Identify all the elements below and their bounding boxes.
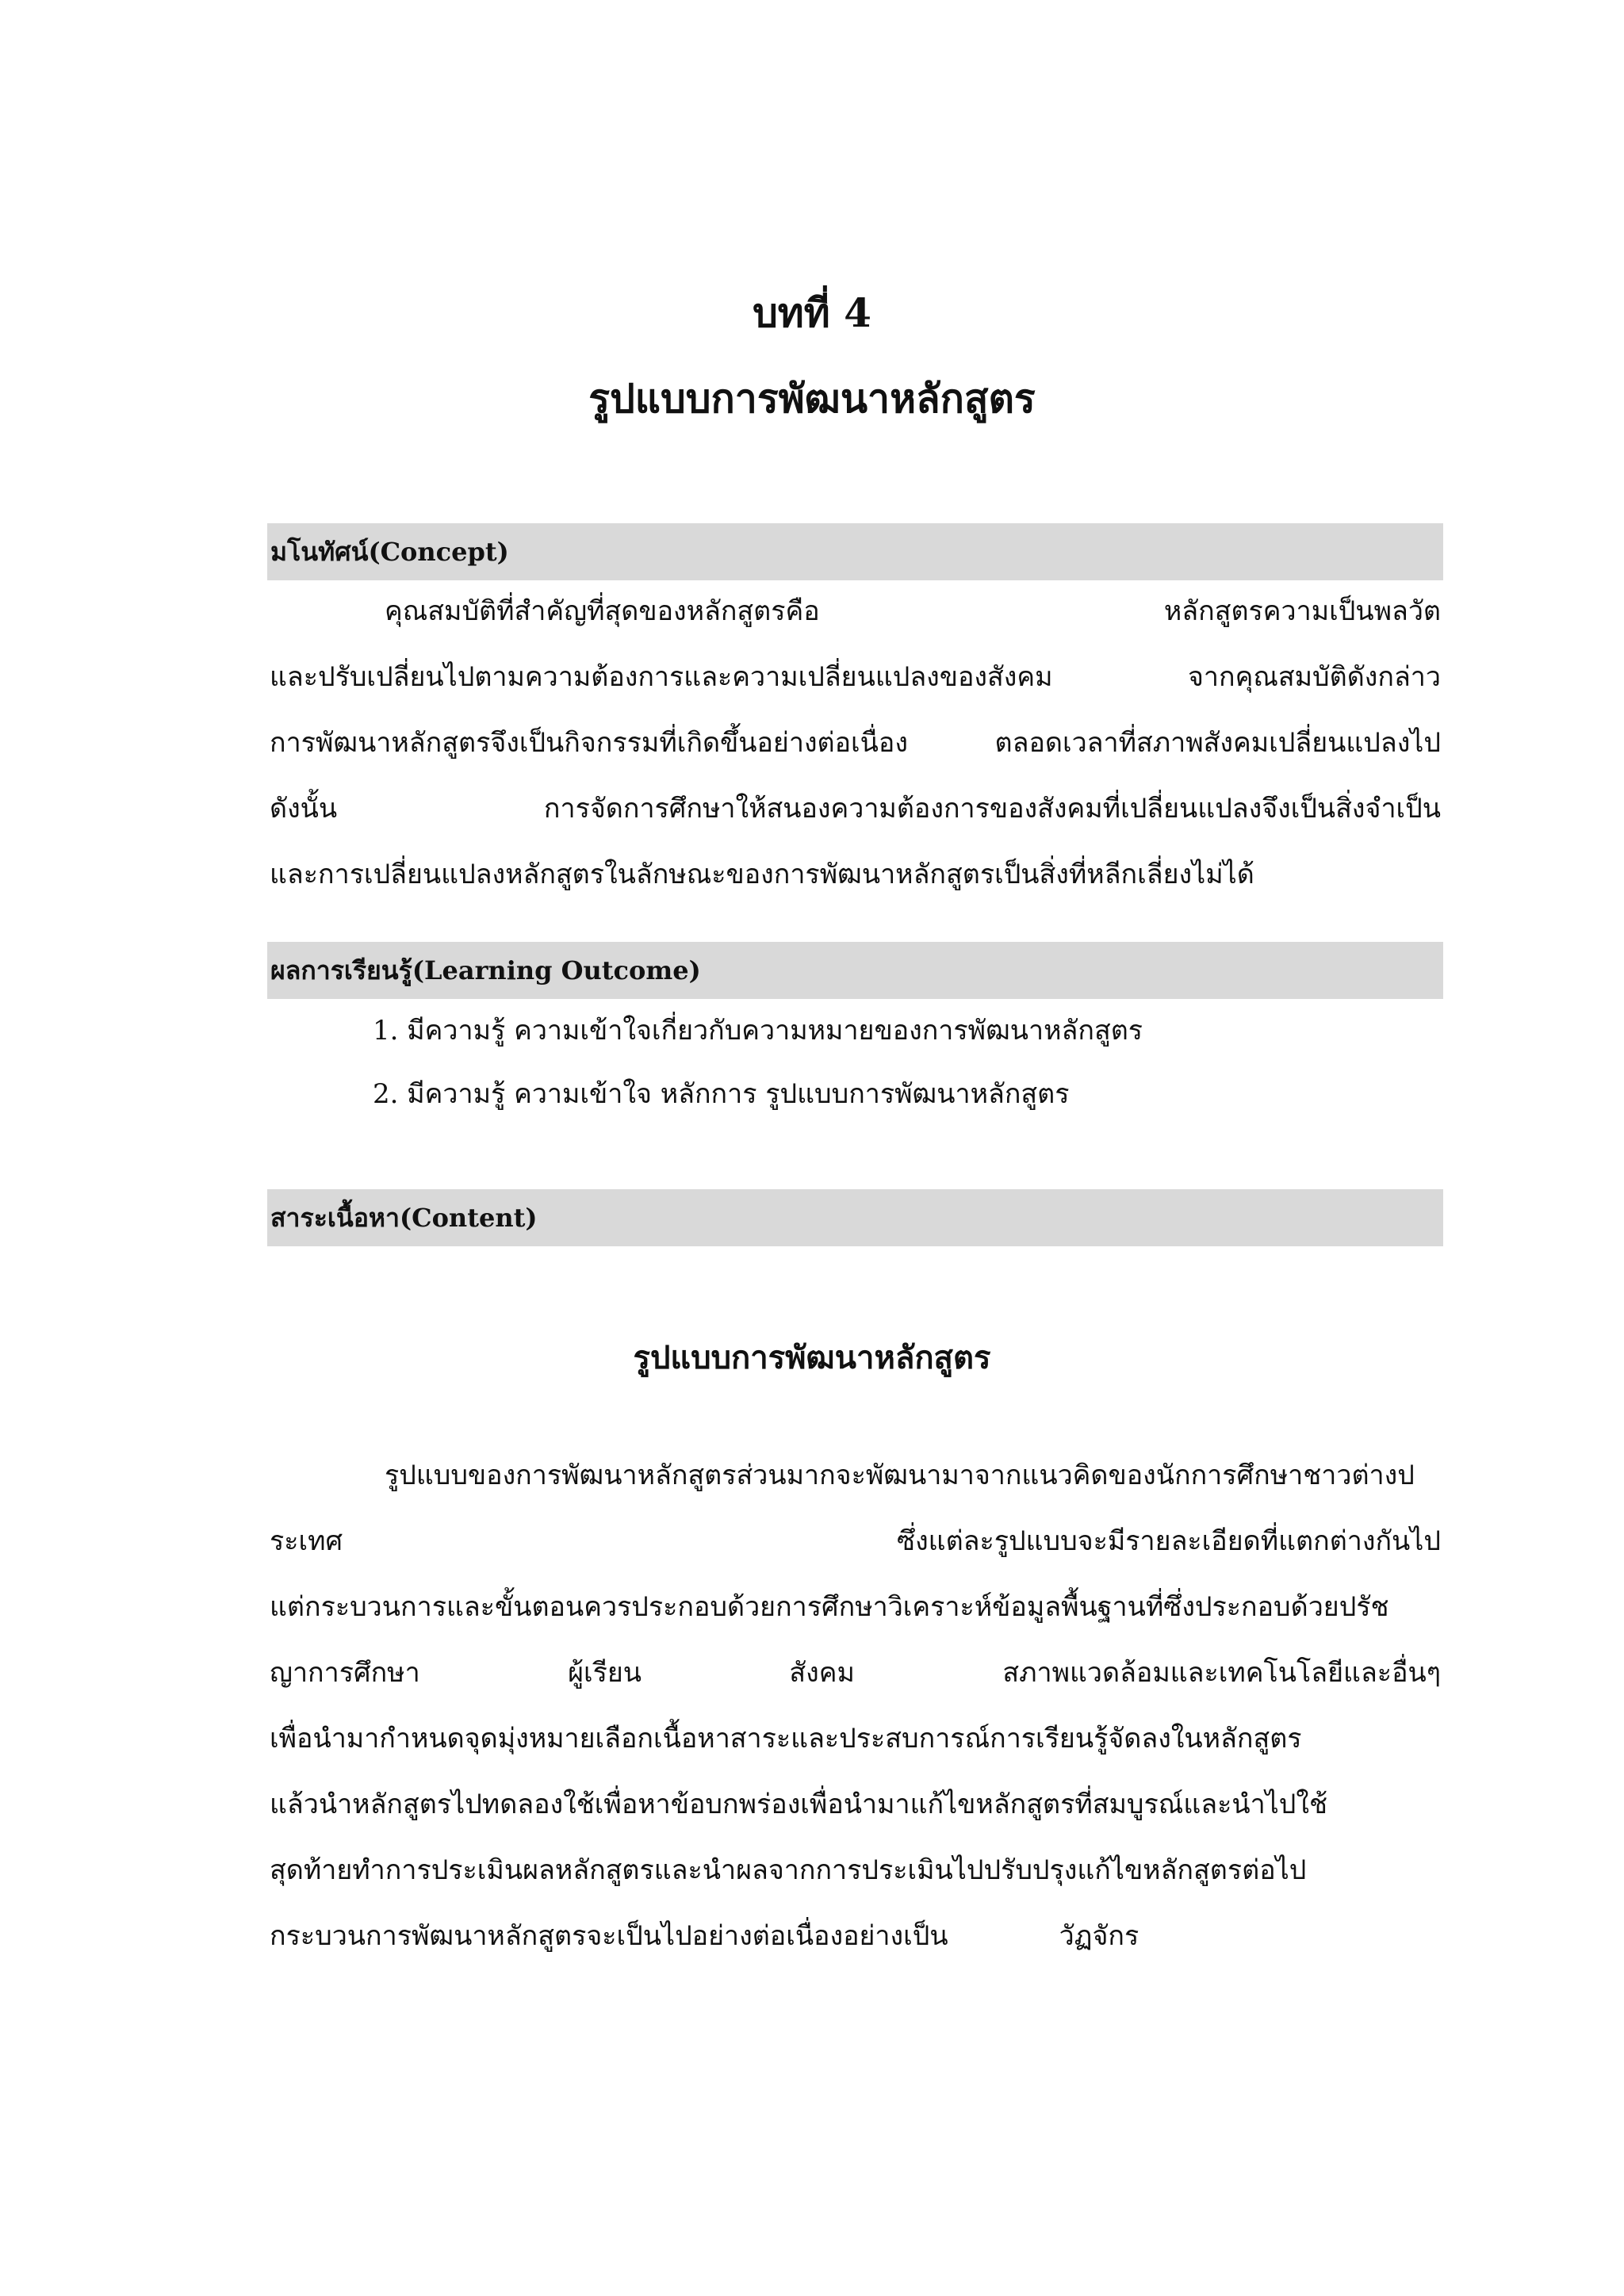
chapter-number: บทที่ 4: [753, 289, 871, 336]
concept-line: ดังนั้น การจัดการศึกษาให้สนองความต้องการของสังคมที่เปลี่ยนแปลงจึงเป็นสิ่งจำเป็น: [270, 793, 1441, 825]
content-section-header: [267, 1189, 1443, 1246]
content-line: ระเทศ ซึ่งแต่ละรูปแบบจะมีรายละเอียดที่แตกต่างกันไป: [270, 1525, 1441, 1557]
content-paragraph: [270, 1443, 1441, 1969]
concept-paragraph: [270, 579, 1441, 908]
content-line: สุดท้ายทำการประเมินผลหลักสูตรและนำผลจากการประเมินไปปรับปรุงแก้ไขหลักสูตรต่อไป: [270, 1854, 1307, 1886]
content-line: ญาการศึกษา ผู้เรียน สังคม สภาพแวดล้อมและเทคโนโลยีและอื่นๆ: [270, 1657, 1441, 1689]
concept-section-header: [267, 523, 1443, 580]
concept-line: และการเปลี่ยนแปลงหลักสูตรในลักษณะของการพัฒนาหลักสูตรเป็นสิ่งที่หลีกเลี่ยงไม่ได้: [270, 859, 1254, 890]
outcome-item: 2. มีความรู้ ความเข้าใจ หลักการ รูปแบบการพัฒนาหลักสูตร: [373, 1078, 1070, 1110]
content-line: แต่กระบวนการและขั้นตอนควรประกอบด้วยการศึกษาวิเคราะห์ข้อมูลพื้นฐานที่ซึ่งประกอบด้วยปรัช: [270, 1591, 1389, 1623]
content-heading: สาระเนื้อหา(Content): [270, 1202, 538, 1233]
content-title: รูปแบบการพัฒนาหลักสูตร: [633, 1339, 991, 1376]
content-last-word: วัฏจักร: [1059, 1920, 1139, 1952]
content-line: แล้วนำหลักสูตรไปทดลองใช้เพื่อหาข้อบกพร่องเพื่อนำมาแก้ไขหลักสูตรที่สมบูรณ์และนำไปใช้: [270, 1789, 1328, 1820]
outcome-item: 1. มีความรู้ ความเข้าใจเกี่ยวกับความหมายของการพัฒนาหลักสูตร: [373, 1015, 1143, 1047]
content-line: เพื่อนำมากำหนดจุดมุ่งหมายเลือกเนื้อหาสาระและประสบการณ์การเรียนรู้จัดลงในหลักสูตร: [270, 1723, 1302, 1755]
content-last-line: [270, 1904, 1441, 1969]
content-line: รูปแบบของการพัฒนาหลักสูตรส่วนมากจะพัฒนามาจากแนวคิดของนักการศึกษาชาวต่างป: [385, 1460, 1415, 1491]
outcome-section-header: [267, 942, 1443, 999]
outcome-list: [373, 999, 1143, 1126]
outcome-heading: ผลการเรียนรู้(Learning Outcome): [270, 955, 701, 985]
content-line: กระบวนการพัฒนาหลักสูตรจะเป็นไปอย่างต่อเนื่องอย่างเป็น: [270, 1920, 948, 1952]
concept-line: คุณสมบัติที่สำคัญที่สุดของหลักสูตรคือ หลักสูตรความเป็นพลวัต: [385, 595, 1441, 627]
chapter-title: รูปแบบการพัฒนาหลักสูตร: [588, 375, 1036, 422]
concept-line: การพัฒนาหลักสูตรจึงเป็นกิจกรรมที่เกิดขึ้นอย่างต่อเนื่อง ตลอดเวลาที่สภาพสังคมเปลี่ยนแปลงไป: [270, 727, 1441, 759]
concept-heading: มโนทัศน์(Concept): [270, 536, 509, 567]
concept-line: และปรับเปลี่ยนไปตามความต้องการและความเปลี่ยนแปลงของสังคม จากคุณสมบัติดังกล่าว: [270, 661, 1441, 693]
